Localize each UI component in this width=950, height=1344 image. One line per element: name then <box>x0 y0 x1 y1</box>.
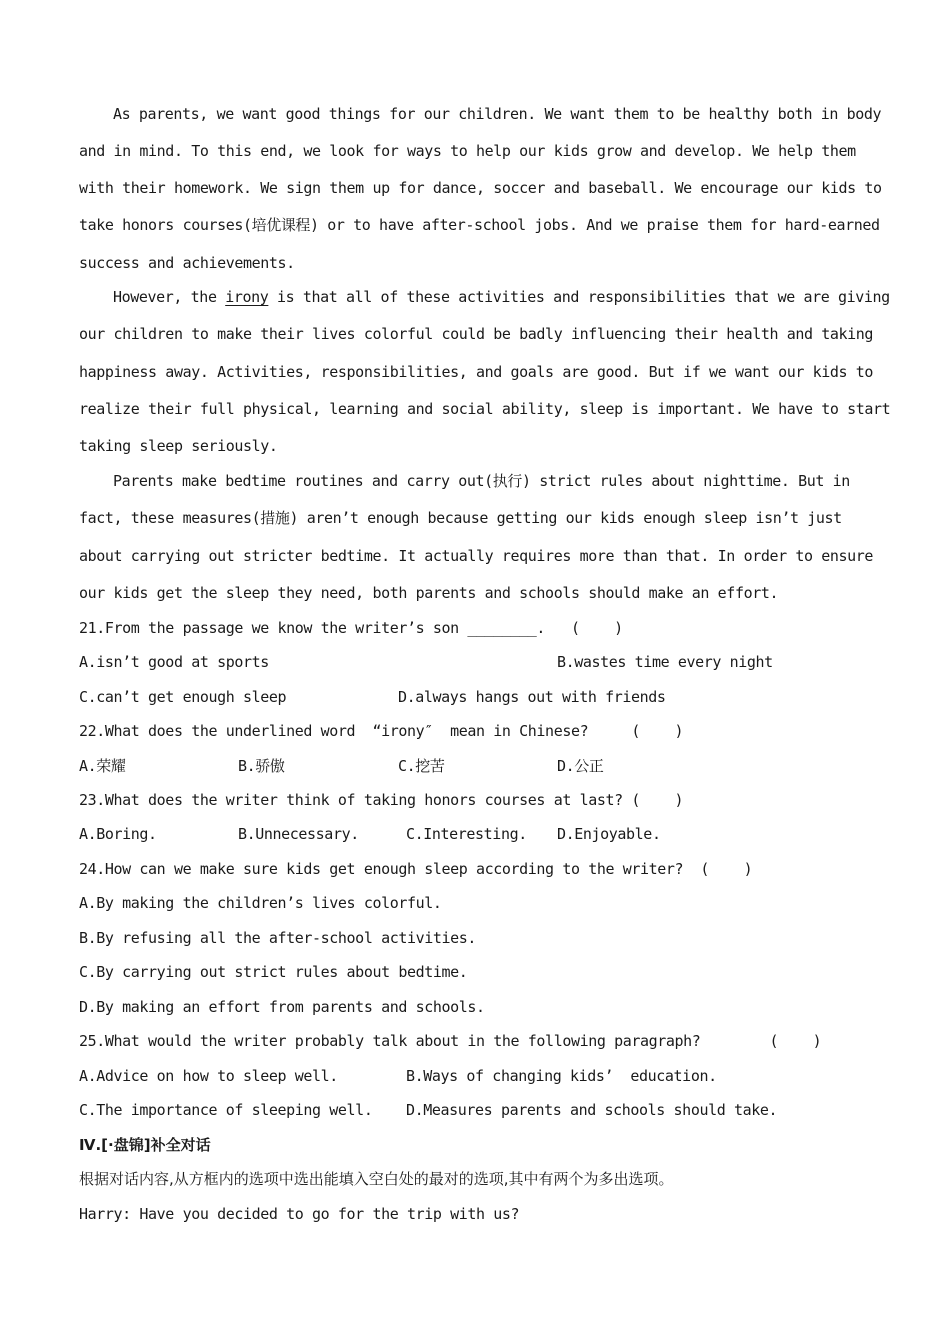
passage-line: our kids get the sleep they need, both parents and schools should make an effort. <box>79 584 779 602</box>
question-23: 23.What does the writer think of taking honors courses at last? ( ) <box>79 791 684 809</box>
option-21-a: A.isn’t good at sports <box>79 653 269 671</box>
option-23-d: D.Enjoyable. <box>557 825 661 843</box>
passage-line: happiness away. Activities, responsibilities, and goals are good. But if we want our kids to <box>79 363 874 381</box>
passage-line: with their homework. We sign them up for dance, soccer and baseball. We encourage our kids to <box>79 179 882 197</box>
underlined-word: irony <box>225 288 269 306</box>
question-25: 25.What would the writer probably talk about in the following paragraph? ( ) <box>79 1032 822 1050</box>
option-21-d: D.always hangs out with friends <box>398 688 666 706</box>
option-24-a: A.By making the children’s lives colorful. <box>79 894 442 912</box>
option-25-d: D.Measures parents and schools should take. <box>406 1101 778 1119</box>
option-23-c: C.Interesting. <box>406 825 527 843</box>
passage-line: about carrying out stricter bedtime. It actually requires more than that. In order to ensure <box>79 547 874 565</box>
option-21-c: C.can’t get enough sleep <box>79 688 287 706</box>
option-24-c: C.By carrying out strict rules about bedtime. <box>79 963 468 981</box>
passage-line: fact, these measures(措施) aren’t enough because getting our kids enough sleep isn’t just <box>79 509 842 527</box>
option-22-c: C.挖苦 <box>398 757 445 775</box>
option-21-b: B.wastes time every night <box>557 653 773 671</box>
passage-text: However, the <box>113 288 226 306</box>
option-25-b: B.Ways of changing kids’ education. <box>406 1067 717 1085</box>
passage-line: success and achievements. <box>79 254 295 272</box>
passage-line: take honors courses(培优课程) or to have after-school jobs. And we praise them for hard-earned <box>79 216 880 234</box>
passage-line: and in mind. To this end, we look for ways to help our kids grow and develop. We help them <box>79 142 856 160</box>
question-22: 22.What does the underlined word “irony″ mean in Chinese? ( ) <box>79 722 684 740</box>
passage-line: Parents make bedtime routines and carry out(执行) strict rules about nighttime. But in <box>113 472 850 490</box>
section-instruction: 根据对话内容,从方框内的选项中选出能填入空白处的最对的选项,其中有两个为多出选项。 <box>79 1170 674 1188</box>
passage-line <box>113 287 890 307</box>
passage-text: is that all of these activities and responsibilities that we are giving <box>268 288 890 306</box>
option-25-a: A.Advice on how to sleep well. <box>79 1067 338 1085</box>
option-24-d: D.By making an effort from parents and schools. <box>79 998 485 1016</box>
passage-line: our children to make their lives colorful could be badly influencing their health and taking <box>79 325 874 343</box>
option-25-c: C.The importance of sleeping well. <box>79 1101 373 1119</box>
option-23-a: A.Boring. <box>79 825 157 843</box>
passage-line: taking sleep seriously. <box>79 437 278 455</box>
option-22-a: A.荣耀 <box>79 757 126 775</box>
option-23-b: B.Unnecessary. <box>238 825 359 843</box>
question-21: 21.From the passage we know the writer’s son ________. ( ) <box>79 619 623 637</box>
passage-line: As parents, we want good things for our children. We want them to be healthy both in body <box>113 105 882 123</box>
dialogue-line: Harry: Have you decided to go for the trip with us? <box>79 1205 520 1223</box>
question-24: 24.How can we make sure kids get enough sleep according to the writer? ( ) <box>79 860 753 878</box>
option-22-d: D.公正 <box>557 757 604 775</box>
passage-line: realize their full physical, learning and social ability, sleep is important. We have to start <box>79 400 891 418</box>
option-22-b: B.骄傲 <box>238 757 285 775</box>
section-heading: Ⅳ.[·盘锦]补全对话 <box>79 1136 211 1154</box>
option-24-b: B.By refusing all the after-school activities. <box>79 929 477 947</box>
